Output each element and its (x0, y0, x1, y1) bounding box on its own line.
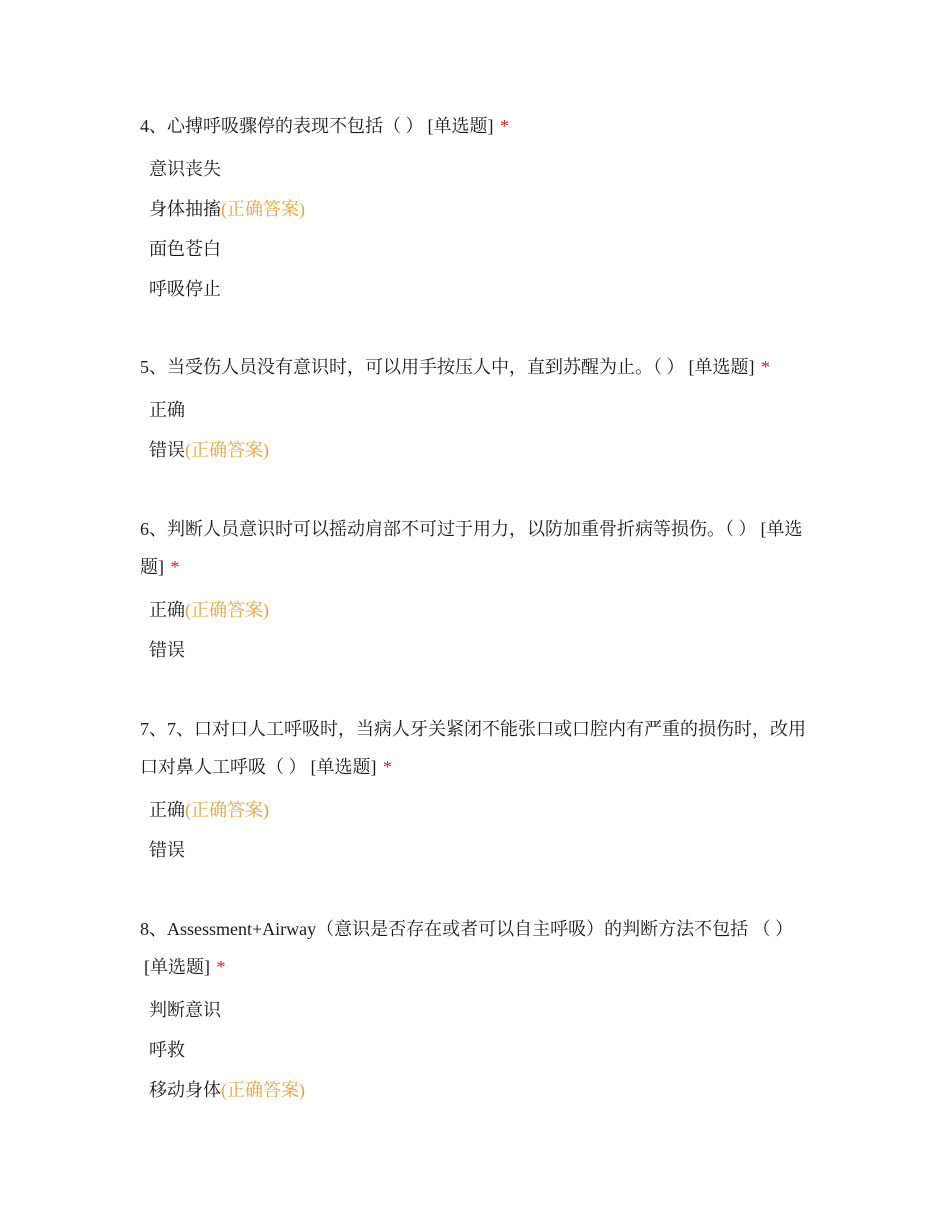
question-text: 4、心搏呼吸骤停的表现不包括（ ） (140, 116, 424, 136)
option-item[interactable] (149, 830, 820, 870)
question-text: 5、当受伤人员没有意识时，可以用手按压人中，直到苏醒为止。（ ） (140, 357, 685, 377)
option-label: 正确 (149, 400, 185, 420)
option-label: 呼救 (149, 1040, 185, 1060)
question-title (140, 910, 820, 986)
option-label: 错误 (149, 640, 185, 660)
option-label: 错误 (149, 440, 185, 460)
question-text: 6、判断人员意识时可以摇动肩部不可过于用力，以防加重骨折病等损伤。（ ） (140, 519, 757, 539)
correct-answer-note: (正确答案) (221, 199, 305, 219)
option-label: 判断意识 (149, 1000, 221, 1020)
option-label: 呼吸停止 (149, 279, 221, 299)
required-mark: * (216, 957, 226, 977)
option-list (140, 790, 820, 870)
question-type-label: [单选题] (427, 116, 494, 136)
option-item[interactable] (149, 149, 820, 189)
question-type-label: [单选题] (140, 519, 803, 577)
option-list (140, 390, 820, 470)
option-list (140, 149, 820, 309)
question-text: 7、7、口对口人工呼吸时，当病人牙关紧闭不能张口或口腔内有严重的损伤时，改用口对鼻人工呼吸（ ） (140, 719, 806, 777)
required-mark: * (500, 116, 509, 136)
option-label: 面色苍白 (149, 239, 221, 259)
option-label: 意识丧失 (149, 159, 221, 179)
option-item[interactable] (149, 630, 820, 670)
question-title (140, 348, 820, 386)
question-4 (140, 107, 820, 309)
option-label: 身体抽搐 (149, 199, 221, 219)
question-type-label: [单选题] (310, 757, 377, 777)
question-title (140, 510, 820, 586)
question-title (140, 107, 820, 145)
option-item[interactable] (149, 269, 820, 309)
question-5 (140, 348, 820, 470)
option-label: 移动身体 (149, 1080, 221, 1100)
option-item[interactable] (149, 790, 820, 830)
option-label: 错误 (149, 840, 185, 860)
option-list (140, 990, 820, 1110)
option-label: 正确 (149, 600, 185, 620)
correct-answer-note: (正确答案) (185, 440, 269, 460)
correct-answer-note: (正确答案) (185, 600, 269, 620)
question-type-label: [单选题] (144, 957, 210, 977)
option-label: 正确 (149, 800, 185, 820)
question-7 (140, 710, 820, 870)
option-item[interactable] (149, 1070, 820, 1110)
question-8 (140, 910, 820, 1110)
question-type-label: [单选题] (688, 357, 755, 377)
option-item[interactable] (149, 430, 820, 470)
question-6 (140, 510, 820, 670)
correct-answer-note: (正确答案) (185, 800, 269, 820)
option-item[interactable] (149, 1030, 820, 1070)
option-item[interactable] (149, 390, 820, 430)
option-item[interactable] (149, 229, 820, 269)
required-mark: * (170, 557, 180, 577)
correct-answer-note: (正确答案) (221, 1080, 305, 1100)
required-mark: * (383, 757, 392, 777)
option-item[interactable] (149, 990, 820, 1030)
option-item[interactable] (149, 189, 820, 229)
question-title (140, 710, 820, 786)
option-list (140, 590, 820, 670)
question-text: 8、Assessment+Airway（意识是否存在或者可以自主呼吸）的判断方法不包括 （ ） (140, 919, 794, 939)
required-mark: * (761, 357, 770, 377)
option-item[interactable] (149, 590, 820, 630)
